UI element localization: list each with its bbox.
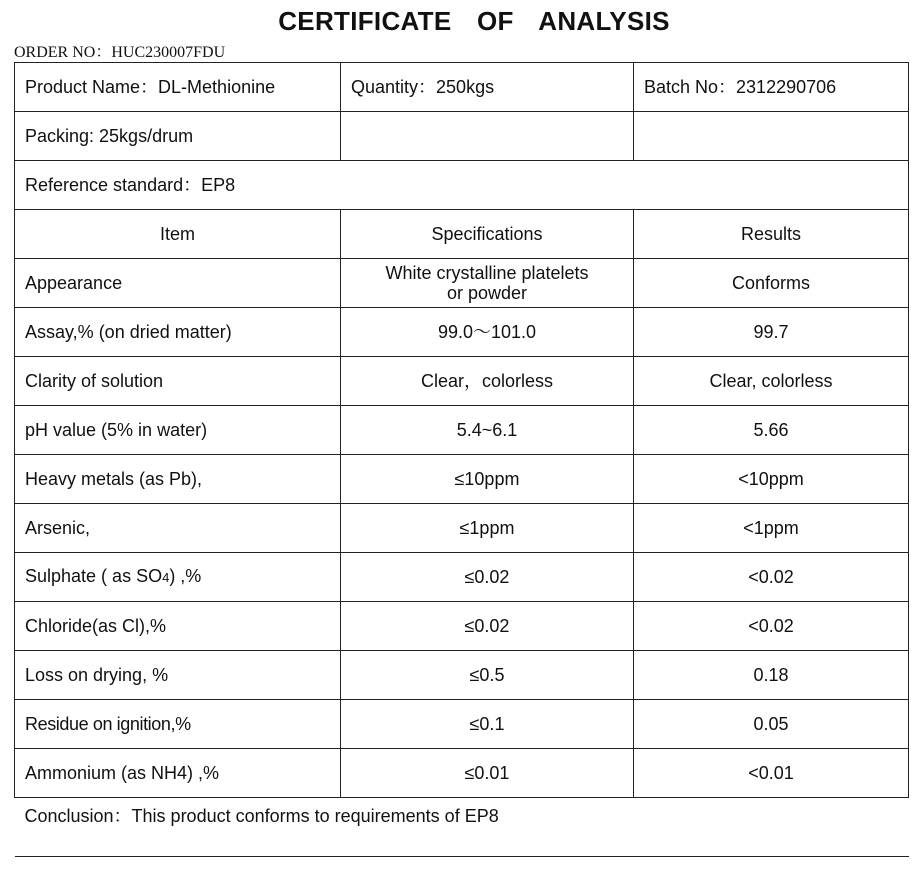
specification: ≤1ppm <box>341 504 634 553</box>
table-row <box>15 602 909 651</box>
table-row <box>15 700 909 749</box>
column-header-row <box>15 210 909 259</box>
table-row <box>15 455 909 504</box>
specification: ≤0.01 <box>341 749 634 798</box>
item-name-prefix: Sulphate ( as SO <box>25 566 163 586</box>
item-name: Appearance <box>15 259 341 308</box>
item-name: pH value (5% in water) <box>15 406 341 455</box>
column-header-specifications: Specifications <box>341 210 634 259</box>
specification: ≤0.5 <box>341 651 634 700</box>
specification: ≤10ppm <box>341 455 634 504</box>
specification: ≤0.02 <box>341 553 634 602</box>
table-row <box>15 504 909 553</box>
specification: ≤0.1 <box>341 700 634 749</box>
item-name: Residue on ignition,% <box>15 700 341 749</box>
result: Conforms <box>634 259 909 308</box>
column-header-item: Item <box>15 210 341 259</box>
result: Clear, colorless <box>634 357 909 406</box>
result: <10ppm <box>634 455 909 504</box>
packing-blank-cell-2 <box>634 112 909 161</box>
table-row <box>15 357 909 406</box>
result: 0.18 <box>634 651 909 700</box>
reference-row <box>15 161 909 210</box>
specification <box>341 259 634 308</box>
specification-line: White crystalline platelets <box>385 263 589 283</box>
table-row <box>15 553 909 602</box>
specification: 5.4~6.1 <box>341 406 634 455</box>
item-name: Arsenic, <box>15 504 341 553</box>
analysis-table <box>14 62 909 857</box>
item-name: Clarity of solution <box>15 357 341 406</box>
product-name: Product Name：DL-Methionine <box>15 63 341 112</box>
result: <0.02 <box>634 553 909 602</box>
packing: Packing: 25kgs/drum <box>15 112 341 161</box>
item-name-suffix: ) ,% <box>169 566 202 586</box>
quantity: Quantity：250kgs <box>341 63 634 112</box>
specification: Clear，colorless <box>341 357 634 406</box>
result: <0.02 <box>634 602 909 651</box>
conclusion: Conclusion：This product conforms to requirements of EP8 <box>15 798 909 857</box>
item-name: Assay,% (on dried matter) <box>15 308 341 357</box>
document-title: CERTIFICATE OF ANALYSIS <box>278 6 670 36</box>
specification: 99.0～101.0 <box>341 308 634 357</box>
product-info-row <box>15 63 909 112</box>
packing-blank-cell <box>341 112 634 161</box>
item-name: Ammonium (as NH4) ,% <box>15 749 341 798</box>
reference-standard: Reference standard：EP8 <box>15 161 909 210</box>
column-header-results: Results <box>634 210 909 259</box>
specification: ≤0.02 <box>341 602 634 651</box>
result: 0.05 <box>634 700 909 749</box>
item-name-subscript: 4 <box>162 570 170 585</box>
packing-row <box>15 112 909 161</box>
table-row <box>15 651 909 700</box>
result: 99.7 <box>634 308 909 357</box>
item-name <box>15 553 341 602</box>
item-name: Heavy metals (as Pb), <box>15 455 341 504</box>
table-row <box>15 749 909 798</box>
conclusion-row <box>15 798 909 857</box>
item-name: Loss on drying, % <box>15 651 341 700</box>
result: <1ppm <box>634 504 909 553</box>
table-row <box>15 308 909 357</box>
order-number: ORDER NO：HUC230007FDU <box>14 44 226 61</box>
result: <0.01 <box>634 749 909 798</box>
specification-line: or powder <box>446 283 528 303</box>
table-row <box>15 259 909 308</box>
item-name: Chloride(as Cl),% <box>15 602 341 651</box>
batch-number: Batch No：2312290706 <box>634 63 909 112</box>
result: 5.66 <box>634 406 909 455</box>
table-row <box>15 406 909 455</box>
